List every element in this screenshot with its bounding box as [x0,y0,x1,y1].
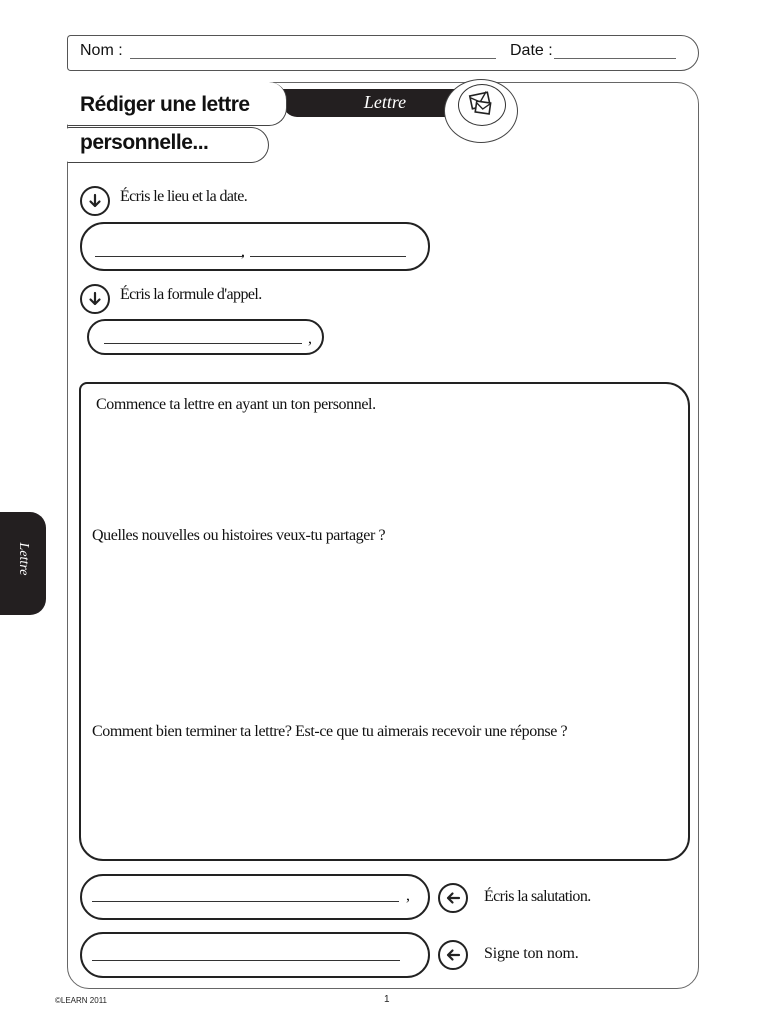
copyright: ©LEARN 2011 [55,996,107,1005]
salutation-line [92,901,399,902]
place-date-comma: , [241,243,245,260]
page-number: 1 [384,994,390,1005]
greeting-field[interactable] [87,319,324,355]
name-date-bar [67,35,699,71]
salutation-field[interactable] [80,874,430,920]
prompt-start: Commence ta lettre en ayant un ton personnel. [96,396,376,413]
date-input-line[interactable] [554,58,676,59]
greeting-line [104,343,302,344]
signature-field[interactable] [80,932,430,978]
name-input-line[interactable] [130,58,496,59]
instruction-salutation: Écris la salutation. [484,888,591,905]
prompt-ending: Comment bien terminer ta lettre? Est-ce que tu aimerais recevoir une réponse ? [92,723,568,740]
instruction-place-date: Écris le lieu et la date. [120,188,248,205]
instruction-sign: Signe ton nom. [484,945,579,962]
name-label: Nom : [80,42,123,59]
instruction-greeting: Écris la formule d'appel. [120,286,262,303]
down-arrow-button-2 [80,284,110,314]
side-tab-label: Lettre [16,542,31,576]
place-line [95,256,243,257]
prompt-news: Quelles nouvelles ou histoires veux-tu partager ? [92,527,386,544]
letter-icon [468,89,496,119]
letter-body-box[interactable] [79,382,690,861]
left-arrow-button-2 [438,940,468,970]
band-label: Lettre [363,92,407,112]
arrow-left-icon [445,948,461,962]
salutation-comma: , [406,887,410,904]
date-label: Date : [510,42,553,59]
page-title-line1: Rédiger une lettre [80,93,250,116]
arrow-left-icon [445,891,461,905]
down-arrow-button-1 [80,186,110,216]
place-date-field[interactable] [80,222,430,271]
greeting-comma: , [308,330,312,347]
arrow-down-icon [88,291,102,307]
date-line [250,256,406,257]
arrow-down-icon [88,193,102,209]
signature-line [92,960,400,961]
page-title-line2: personnelle... [80,131,209,154]
left-arrow-button-1 [438,883,468,913]
